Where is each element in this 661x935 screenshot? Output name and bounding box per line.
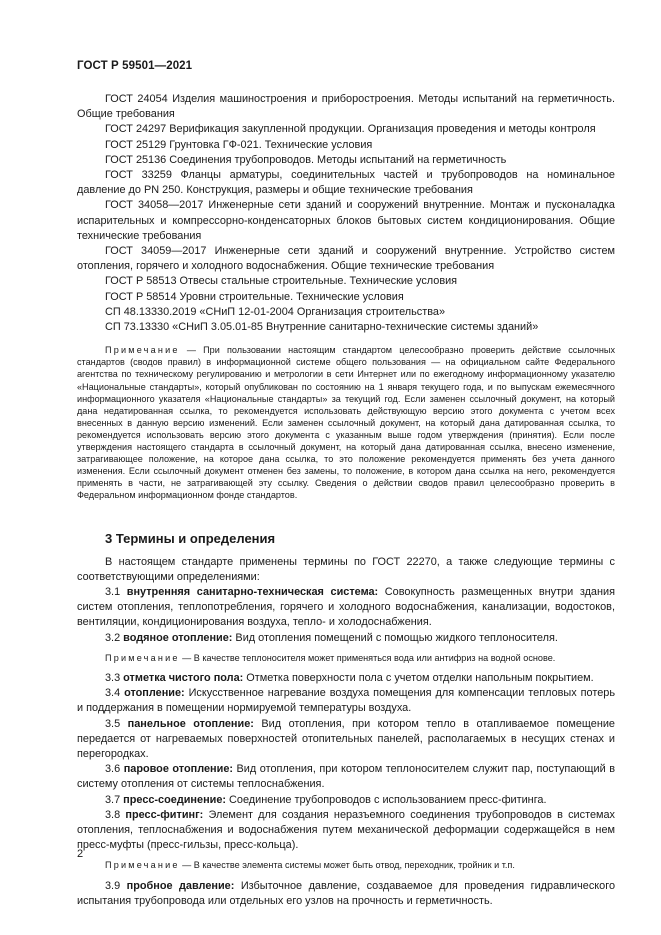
document-body (77, 92, 615, 909)
reference-item: ГОСТ 25136 Соединения трубопроводов. Методы испытаний на герметичность (105, 153, 507, 166)
section-intro: В настоящем стандарте применены термины по ГОСТ 22270, а также следующие термины с соответствующими определениями: (77, 555, 615, 583)
term-number: 3.5 (105, 717, 121, 730)
term-text: Искусственное нагревание воздуха помещения для компенсации тепловых потерь и поддержания в помещении нормируемой температуры воздуха. (77, 687, 615, 715)
term-definition (77, 686, 615, 716)
note-text: — При пользовании настоящим стандартом целесообразно проверить действие ссылочных стандартов (сводов правил) в информационной системе общего пользования — на официальном сайте Федерального агентства по техническому регулированию и метрологии в сети Интернет или по ежегодному информационному указателю «Национальные стандарты», который опубликован по состоянию на 1 января текущего года, и по выпускам ежемесячного информационного указателя «Национальные стандарты» за текущий год. Если заменен ссылочный документ, на который дана недатированная ссылка, то рекомендуется использовать действующую версию этого документа с учетом всех внесенных в данную версию изменений. Если заменен ссылочный документ, на который дана датированная ссылка, то рекомендуется использовать версию этого документа с указанным выше годом утверждения (принятия). Если после утверждения настоящего стандарта в ссылочный документ, на который дана датированная ссылка, внесено изменение, затрагивающее положение, на которое дана ссылка, то это положение рекомендуется применять без учета данного изменения. Если ссылочный документ отменен без замены, то положение, в котором дана ссылка на него, рекомендуется применять в части, не затрагивающей эту ссылку. Сведения о действии сводов правил целесообразно проверить в Федеральном информационном фонде стандартов. (77, 345, 615, 501)
term-definition (77, 671, 615, 686)
term-text: Вид отопления, при котором теплоносителем служит пар, поступающий в систему отопления от системы теплоснабжения. (77, 763, 615, 791)
reference-item: ГОСТ Р 58513 Отвесы стальные строительные. Технические условия (105, 275, 458, 288)
term-number: 3.1 (105, 586, 121, 599)
term-name: водяное отопление: (123, 631, 233, 644)
term-definition (77, 793, 615, 808)
note-label: Примечание (105, 652, 180, 663)
term-text: Избыточное давление, создаваемое для проведения гидравлического испытания трубопровода или отдельных его узлов на прочность и герметичность. (77, 879, 616, 907)
term-name: отметка чистого пола: (123, 671, 244, 684)
term-name: панельное отопление: (127, 717, 254, 730)
term-name: паровое отопление: (123, 763, 234, 776)
document-header: ГОСТ Р 59501—2021 (77, 60, 193, 72)
term-number: 3.3 (105, 671, 121, 684)
note-paragraph (77, 652, 615, 664)
term-number: 3.4 (105, 687, 121, 700)
note-paragraph (77, 344, 615, 501)
section-heading: 3 Термины и определения (105, 531, 276, 547)
reference-item: ГОСТ 25129 Грунтовка ГФ-021. Технические условия (105, 138, 373, 151)
note-label: Примечание (105, 345, 180, 356)
term-number: 3.7 (105, 793, 121, 806)
term-definition (77, 585, 615, 631)
term-text: Совокупность размещенных внутри здания систем отопления, теплопотребления, горячего и холодного водоснабжения, канализации, водостоков, вентиляции, кондиционирования воздуха, тепло- и холодоснабжения. (77, 586, 615, 629)
note-text: — В качестве элемента системы может быть отвод, переходник, тройник и т.п. (179, 860, 515, 871)
term-number: 3.8 (105, 808, 121, 821)
term-text: Вид отопления, при котором тепло в отапливаемое помещение передается от нагреваемых поверхностей отопительных панелей, располагаемых в несущих стенах и перегородках. (77, 717, 615, 760)
note-paragraph (77, 859, 615, 871)
reference-item: СП 48.13330.2019 «СНиП 12-01-2004 Организация строительства» (105, 305, 446, 318)
reference-item: ГОСТ 24054 Изделия машиностроения и приборостроения. Методы испытаний на герметичность. Общие требования (77, 93, 615, 121)
page-number: 2 (77, 848, 84, 860)
reference-item: ГОСТ 34058—2017 Инженерные сети зданий и сооружений внутренние. Монтаж и пусконаладка испарительных и компрессорно-конденсаторных блоков бытовых систем кондиционирования. Общие технические требования (77, 199, 615, 242)
term-number: 3.9 (105, 879, 121, 892)
term-definition (77, 879, 615, 909)
term-definition (77, 717, 615, 763)
reference-item: СП 73.13330 «СНиП 3.05.01-85 Внутренние санитарно-технические системы зданий» (105, 321, 539, 334)
note-text: — В качестве теплоносителя может применяться вода или антифриз на водной основе. (179, 652, 556, 663)
reference-item: ГОСТ 34059—2017 Инженерные сети зданий и сооружений внутренние. Устройство систем отопления, горячего и холодного водоснабжения. Общие технические требования (77, 245, 615, 273)
term-definition (77, 631, 615, 646)
term-definition (77, 762, 615, 792)
term-number: 3.2 (105, 631, 121, 644)
reference-item: ГОСТ 33259 Фланцы арматуры, соединительных частей и трубопроводов на номинальное давление до PN 250. Конструкция, размеры и общие технические требования (77, 169, 615, 197)
term-name: пресс-фитинг: (125, 808, 204, 821)
reference-item: ГОСТ Р 58514 Уровни строительные. Технические условия (105, 290, 404, 303)
term-name: пресс-соединение: (123, 793, 227, 806)
term-text: Вид отопления помещений с помощью жидкого теплоносителя. (232, 631, 558, 644)
term-definition (77, 808, 615, 854)
term-text: Отметка поверхности пола с учетом отделки напольным покрытием. (243, 671, 594, 684)
term-name: отопление: (124, 687, 185, 700)
term-name: внутренняя санитарно-техническая система: (126, 586, 379, 599)
term-name: пробное давление: (126, 879, 235, 892)
term-text: Элемент для создания неразъемного соединения трубопроводов в системах отопления, теплоснабжения и водоснабжения путем механической деформации содержащейся в нем пресс-муфты (пресс-гильзы, пресс-кольца). (77, 808, 615, 852)
note-label: Примечание (105, 860, 180, 871)
term-number: 3.6 (105, 763, 121, 776)
reference-item: ГОСТ 24297 Верификация закупленной продукции. Организация проведения и методы контроля (105, 123, 596, 136)
term-text: Соединение трубопроводов с использованием пресс-фитинга. (226, 793, 547, 806)
